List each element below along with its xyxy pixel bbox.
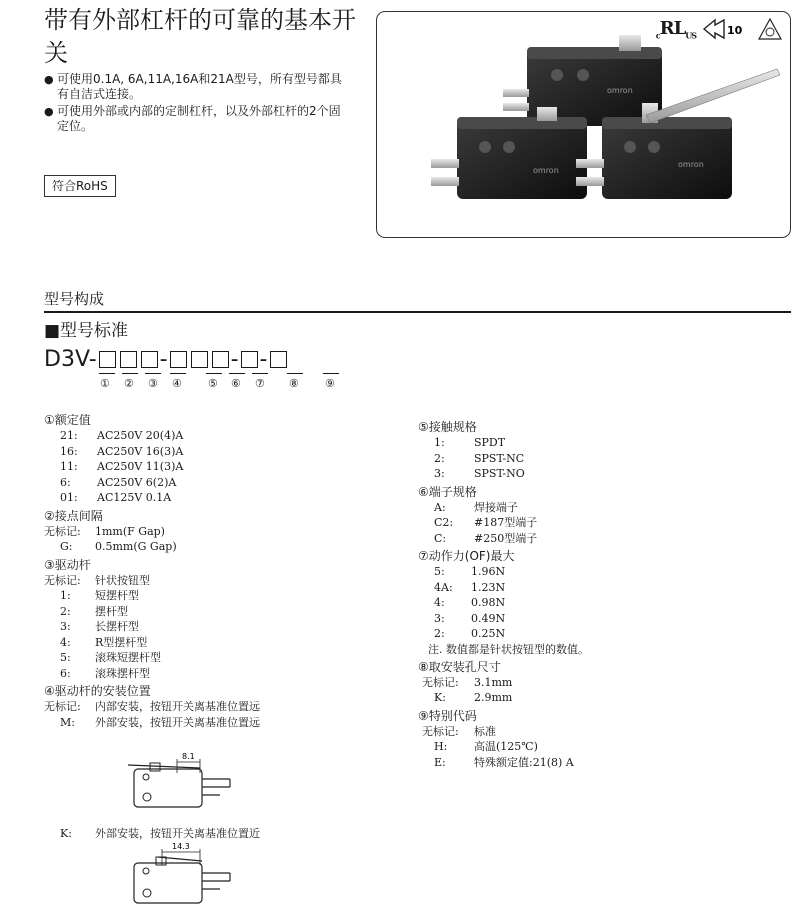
spec-value: AC250V 16(3)A xyxy=(97,444,184,458)
rating-heading: ①额定值 xyxy=(44,413,91,427)
svg-text:10: 10 xyxy=(727,24,743,38)
spec-value: 内部安装，按钮开关离基准位置远 xyxy=(95,700,260,713)
hole-heading: ⑧取安装孔尺寸 xyxy=(418,659,501,674)
slot-underline xyxy=(252,373,268,374)
spec-value: AC250V 6(2)A xyxy=(97,475,177,489)
spec-value: 摆杆型 xyxy=(95,604,128,618)
contact-heading: ⑤接触规格 xyxy=(418,420,477,434)
spec-value: 1.96N xyxy=(471,565,506,578)
spec-key: 2: xyxy=(434,451,445,465)
force-heading: ⑦动作力(OF)最大 xyxy=(418,549,515,563)
slot-number: ⑤ xyxy=(208,377,218,390)
model-slot xyxy=(212,351,229,368)
model-slot xyxy=(120,351,137,368)
slot-number: ④ xyxy=(172,377,182,390)
slot-number: ⑥ xyxy=(231,377,241,390)
spec-value: 高温(125℃) xyxy=(474,740,538,753)
spec-key: K: xyxy=(434,691,446,704)
spec-key: 无标记: xyxy=(44,524,81,538)
slot-number: ⑧ xyxy=(289,377,299,390)
spec-value: SPDT xyxy=(474,436,506,449)
gap-heading: ②接点间隔 xyxy=(44,508,103,523)
spec-key: 无标记: xyxy=(422,675,459,689)
spec-key: M: xyxy=(60,715,75,729)
model-slot xyxy=(191,351,208,368)
force-note: 注. 数值都是针状按钮型的数值。 xyxy=(428,642,589,656)
spec-key: 无标记: xyxy=(44,700,81,713)
spec-key: 6: xyxy=(60,475,71,489)
switch-front-left xyxy=(431,107,587,199)
spec-key: 1: xyxy=(434,436,445,449)
spec-key: 2: xyxy=(60,604,71,618)
spec-key: 1: xyxy=(60,589,71,602)
model-slot xyxy=(141,351,158,368)
spec-value: R型摆杆型 xyxy=(95,635,148,649)
spec-value: 外部安装，按钮开关离基准位置远 xyxy=(95,715,260,729)
model-slot xyxy=(99,351,116,368)
model-slot xyxy=(270,351,287,368)
spec-value: 长摆杆型 xyxy=(95,620,139,633)
page-title: 带有外部杠杆的可靠的基本开关 xyxy=(44,6,356,67)
spec-value: 针状按钮型 xyxy=(95,573,150,587)
spec-key: 5: xyxy=(434,565,445,578)
model-prefix: D3V- xyxy=(44,347,97,372)
feature-list xyxy=(44,72,344,136)
section-divider xyxy=(44,311,791,313)
spec-key: 3: xyxy=(60,620,71,633)
spec-key: G: xyxy=(60,540,73,553)
mount-heading: ④驱动杆的安装位置 xyxy=(44,684,151,698)
model-slot xyxy=(170,351,187,368)
model-standard-heading: ■型号标准 xyxy=(44,321,129,341)
spec-key: 11: xyxy=(60,460,78,473)
slot-underline xyxy=(287,373,303,374)
spec-value: SPST-NC xyxy=(474,451,525,465)
spec-value: 0.49N xyxy=(471,611,506,625)
spec-value: 1.23N xyxy=(471,580,506,594)
ul-cert-icon: $_cRL_{US}$ xyxy=(655,18,696,41)
svg-text:omron: omron xyxy=(533,166,559,175)
spec-key: 4A: xyxy=(434,580,453,594)
spec-column-left xyxy=(44,410,384,730)
switch-back xyxy=(503,35,662,126)
spec-key: C2: xyxy=(434,516,454,529)
spec-key: 21: xyxy=(60,429,78,442)
spec-value: #187型端子 xyxy=(474,516,538,529)
svg-text:omron: omron xyxy=(607,86,633,95)
slot-underline xyxy=(122,373,138,374)
model-code-pattern: D3V- - - - xyxy=(44,347,289,373)
spec-value: 焊接端子 xyxy=(474,500,518,514)
spec-value: 3.1mm xyxy=(474,675,513,689)
special-heading: ⑨特别代码 xyxy=(418,708,477,723)
rohs-badge: 符合RoHS xyxy=(44,175,116,197)
spec-key: C: xyxy=(434,531,447,545)
actuator-heading: ③驱动杆 xyxy=(44,557,91,572)
spec-key: 2: xyxy=(434,627,445,640)
slot-underline xyxy=(229,373,245,374)
spec-key: 5: xyxy=(60,651,71,664)
spec-value: 短摆杆型 xyxy=(95,589,139,602)
section-heading: 型号构成 xyxy=(44,290,105,308)
slot-underline xyxy=(145,373,161,374)
slot-number: ② xyxy=(124,377,134,390)
spec-key: 无标记: xyxy=(44,573,81,587)
spec-value: 0.98N xyxy=(471,596,506,609)
svg-text:omron: omron xyxy=(678,160,704,169)
spec-value: AC250V 20(4)A xyxy=(97,429,184,442)
slot-number: ① xyxy=(100,377,110,390)
slot-underline xyxy=(323,373,339,374)
spec-column-right xyxy=(418,417,788,770)
spec-key: E: xyxy=(434,755,446,769)
product-photo-box xyxy=(376,11,791,238)
spec-value: 滚珠短摆杆型 xyxy=(95,651,161,664)
spec-value: 1mm(F Gap) xyxy=(95,524,165,538)
spec-key: 4: xyxy=(60,635,71,649)
terminal-heading: ⑥端子规格 xyxy=(418,484,477,499)
spec-key: H: xyxy=(434,740,448,753)
spec-key: 3: xyxy=(434,467,445,480)
svg-text:8.1: 8.1 xyxy=(182,753,195,761)
spec-value: 2.9mm xyxy=(474,691,513,704)
spec-key: 无标记: xyxy=(422,724,459,738)
slot-underline xyxy=(206,373,222,374)
slot-number: ⑦ xyxy=(255,377,265,390)
spec-value: 0.5mm(G Gap) xyxy=(95,540,177,553)
mount-m-diagram xyxy=(120,753,245,813)
spec-key: 3: xyxy=(434,611,445,625)
spec-key: 6: xyxy=(60,666,71,680)
feature-bullet: ● 可使用0.1A, 6A,11A,16A和21A型号，所有型号都具有自洁式连接。 xyxy=(44,72,344,102)
mount-k-row xyxy=(44,826,384,842)
spec-value: 0.25N xyxy=(471,627,506,640)
mount-k-diagram xyxy=(120,843,245,911)
model-slot xyxy=(241,351,258,368)
slot-underline xyxy=(170,373,186,374)
spec-key: A: xyxy=(434,500,446,514)
slot-number: ③ xyxy=(148,377,158,390)
spec-value: 外部安装，按钮开关离基准位置近 xyxy=(95,827,260,840)
product-photo-switches xyxy=(377,12,791,238)
slot-number: ⑨ xyxy=(325,377,335,390)
spec-key: 4: xyxy=(434,596,445,609)
spec-key: K: xyxy=(60,827,72,840)
spec-key: 16: xyxy=(60,444,78,458)
spec-key: 01: xyxy=(60,491,78,504)
spec-value: AC125V 0.1A xyxy=(97,491,172,504)
spec-value: AC250V 11(3)A xyxy=(97,460,184,473)
spec-value: SPST-NO xyxy=(474,467,525,480)
spec-value: 标准 xyxy=(474,724,496,738)
spec-value: #250型端子 xyxy=(474,531,538,545)
feature-bullet: ● 可使用外部或内部的定制杠杆，以及外部杠杆的2个固定位。 xyxy=(44,104,344,134)
spec-value: 滚珠摆杆型 xyxy=(95,666,150,680)
svg-text:14.3: 14.3 xyxy=(172,843,190,851)
spec-value: 特殊额定值:21(8) A xyxy=(474,755,574,769)
slot-underline xyxy=(99,373,115,374)
